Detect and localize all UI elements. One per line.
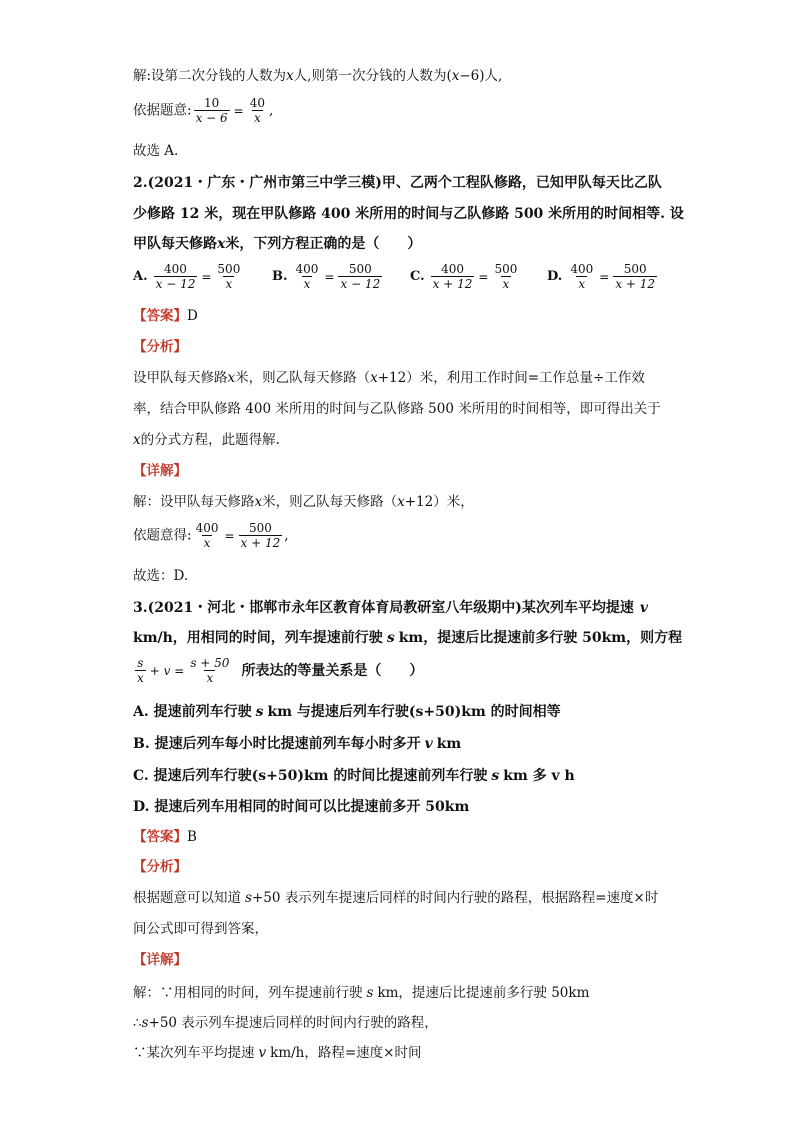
denominator: x − 12	[155, 277, 196, 291]
answer-tag: 【答案】	[133, 829, 187, 845]
q3-stem-text: km，提速后比提速前多行驶 50km，则方程	[398, 630, 683, 646]
q3-detail-line2	[133, 1013, 438, 1033]
var-v: v	[424, 736, 433, 752]
analysis-text: +50 表示列车提速后同样的时间内行驶的路程，根据路程=速度×时	[251, 890, 659, 906]
prev-setup-text: 解:设第二次分钱的人数为	[133, 68, 287, 84]
q2-options	[133, 262, 656, 298]
q2-option-a	[133, 262, 244, 291]
detail-text: 解：设甲队每天修路	[133, 494, 255, 510]
var-x: x	[397, 494, 405, 510]
detail-text: +50 表示列车提速后同样的时间内行驶的路程，	[148, 1015, 438, 1031]
fraction	[154, 262, 198, 291]
analysis-text: 米，则乙队每天修路（	[235, 370, 371, 386]
q3-option-b	[133, 734, 461, 754]
q3-analysis-line1	[133, 888, 658, 908]
q3-analysis-line2: 间公式即可得到答案，	[133, 921, 268, 937]
detail-text: ∴	[133, 1015, 142, 1031]
fraction	[188, 656, 231, 685]
numerator: 400	[570, 262, 594, 276]
var-v: v	[639, 600, 648, 616]
denominator: x	[225, 277, 233, 291]
q3-stem-text: km/h，用相同的时间，列车提速前行驶	[133, 630, 383, 646]
q2-detail-tag	[133, 461, 187, 481]
numerator: 500	[494, 262, 518, 276]
q2-detail-equation	[133, 521, 289, 550]
answer-value: B	[187, 829, 197, 845]
denominator: x	[203, 536, 211, 550]
q2-analysis-line2: 率，结合甲队修路 400 米所用的时间与乙队修路 500 米所用的时间相等，即可得出关于	[133, 401, 661, 417]
numerator: 400	[295, 262, 319, 276]
fraction	[338, 262, 382, 291]
var-s: s	[255, 704, 264, 720]
equals-sign: =	[599, 269, 610, 284]
comma: ,	[269, 102, 274, 119]
q2-detail-conclusion: 故选：D.	[133, 568, 189, 584]
denominator: x	[253, 111, 261, 125]
q2-option-b	[272, 262, 384, 291]
numerator: 500	[217, 262, 241, 276]
detail-text: km，提速后比提速前多行驶 50km	[377, 985, 590, 1001]
q2-stem-line2: 少修路 12 米，现在甲队修路 400 米所用的时间与乙队修路 500 米所用的时间相等. 设	[133, 206, 684, 222]
var-x: x	[217, 236, 226, 252]
q3-analysis-tag	[133, 857, 187, 877]
analysis-text: 设甲队每天修路	[133, 370, 228, 386]
denominator: x	[206, 671, 214, 685]
numerator: 400	[164, 262, 187, 276]
fraction	[492, 262, 519, 291]
detail-tag: 【详解】	[133, 463, 187, 479]
prev-setup	[133, 66, 502, 86]
fraction	[248, 96, 267, 125]
analysis-tag: 【分析】	[133, 859, 187, 875]
option-label: B.	[272, 268, 288, 284]
q2-analysis-line3	[133, 430, 280, 450]
fraction	[239, 521, 283, 550]
numerator: 400	[441, 262, 464, 276]
detail-text: 米，则乙队每天修路（	[262, 494, 398, 510]
denominator: x + 12	[615, 277, 656, 291]
var-x: x	[254, 494, 263, 510]
q3-detail-line3	[133, 1043, 422, 1063]
option-text: A. 提速前列车行驶	[133, 704, 252, 720]
detail-text: ∵某次列车平均提速	[133, 1045, 255, 1061]
numerator: 500	[248, 521, 272, 535]
q2-stem-text: 甲队每天修路	[133, 236, 217, 252]
q2-stem-line3	[133, 234, 421, 254]
numerator: 10	[203, 96, 220, 110]
q3-stem-text: 3.(2021・河北・邯郸市永年区教育体育局教研室八年级期中)某次列车平均提速	[133, 600, 634, 616]
option-text: km	[436, 736, 462, 752]
option-label: D.	[547, 268, 563, 284]
fraction	[613, 262, 657, 291]
equals-sign: =	[324, 269, 335, 284]
detail-text: 解：∵用相同的时间，列车提速前行驶	[133, 985, 363, 1001]
q2-stem-text: 米，下列方程正确的是（ ）	[225, 236, 422, 252]
q3-stem-line1	[133, 598, 648, 618]
equals-sign: =	[233, 103, 244, 118]
var-s: s	[366, 985, 374, 1001]
numerator: 500	[623, 262, 647, 276]
var-s: s	[141, 1015, 149, 1031]
var-s: s	[245, 890, 252, 906]
detail-text: +12）米，	[404, 494, 474, 510]
numerator: 500	[348, 262, 372, 276]
option-label: A.	[133, 268, 148, 284]
prev-equation	[133, 96, 273, 125]
fraction	[194, 96, 230, 125]
q3-option-d	[133, 797, 469, 817]
fraction	[135, 656, 146, 685]
q2-stem-line1: 2.(2021・广东・广州市第三中学三模)甲、乙两个工程队修路，已知甲队每天比乙队	[133, 175, 662, 191]
fraction	[568, 262, 595, 291]
comma: ,	[284, 527, 289, 544]
detail-tag: 【详解】	[133, 952, 187, 968]
var-x: x	[133, 432, 141, 448]
denominator: x + 12	[432, 277, 473, 291]
q3-option-a	[133, 702, 561, 722]
fraction	[215, 262, 242, 291]
q3-stem-line3	[133, 656, 423, 685]
q3-option-c	[133, 766, 575, 786]
analysis-text: 的分式方程，此题得解.	[140, 432, 280, 448]
numerator: 400	[195, 521, 219, 535]
var-x: x	[286, 68, 294, 84]
answer-value: D	[187, 308, 198, 324]
var-s: s	[491, 768, 500, 784]
answer-tag: 【答案】	[133, 308, 187, 324]
var-s: s	[386, 630, 395, 646]
option-text: km 多 v h	[503, 768, 575, 784]
q2-analysis-tag	[133, 337, 187, 357]
equals-sign: =	[201, 269, 212, 284]
plus-v-equals: + v =	[149, 663, 185, 678]
var-v: v	[258, 1045, 267, 1061]
var-x: x	[451, 68, 460, 84]
option-text: B. 提速后列车每小时比提速前列车每小时多开	[133, 736, 421, 752]
denominator: x − 12	[340, 277, 381, 291]
var-x: x	[370, 370, 378, 386]
q2-option-c	[410, 262, 521, 291]
var-x: x	[227, 370, 236, 386]
equation-prefix: 依据题意:	[133, 102, 192, 119]
q2-detail-line1	[133, 492, 474, 512]
prev-conclusion: 故选 A.	[133, 143, 179, 159]
prev-setup-mid: 人,则第一次分钱的人数为(	[293, 68, 452, 84]
option-label: C.	[410, 268, 425, 284]
q2-option-d	[547, 262, 659, 291]
q2-analysis-line1	[133, 368, 645, 388]
denominator: x	[137, 671, 144, 685]
analysis-text: 根据题意可以知道	[133, 890, 241, 906]
numerator: s	[137, 656, 144, 670]
denominator: x	[502, 277, 510, 291]
numerator: s + 50	[190, 656, 230, 670]
denominator: x	[303, 277, 311, 291]
q3-detail-line1	[133, 983, 589, 1003]
denominator: x	[578, 277, 586, 291]
prev-setup-end: −6)人,	[459, 68, 503, 84]
equals-sign: =	[478, 269, 489, 284]
analysis-text: +12）米，利用工作时间=工作总量÷工作效	[377, 370, 645, 386]
q3-answer	[133, 827, 197, 847]
fraction	[431, 262, 475, 291]
q3-stem-line2	[133, 628, 682, 648]
equation-prefix: 依题意得:	[133, 527, 192, 544]
option-text: km 与提速后列车行驶(s+50)km 的时间相等	[267, 704, 561, 720]
detail-text: km/h，路程=速度×时间	[270, 1045, 422, 1061]
equals-sign: =	[224, 528, 235, 543]
option-text: D. 提速后列车用相同的时间可以比提速前多开 50km	[133, 799, 470, 815]
denominator: x − 6	[195, 111, 228, 125]
option-text: C. 提速后列车行驶(s+50)km 的时间比提速前列车行驶	[133, 768, 488, 784]
fraction	[294, 262, 321, 291]
fraction	[194, 521, 221, 550]
q3-detail-tag	[133, 950, 187, 970]
denominator: x + 12	[240, 536, 281, 550]
q2-answer	[133, 306, 198, 326]
numerator: 40	[249, 96, 265, 110]
q3-stem-text: 所表达的等量关系是（ ）	[241, 662, 424, 679]
analysis-tag: 【分析】	[133, 339, 187, 355]
